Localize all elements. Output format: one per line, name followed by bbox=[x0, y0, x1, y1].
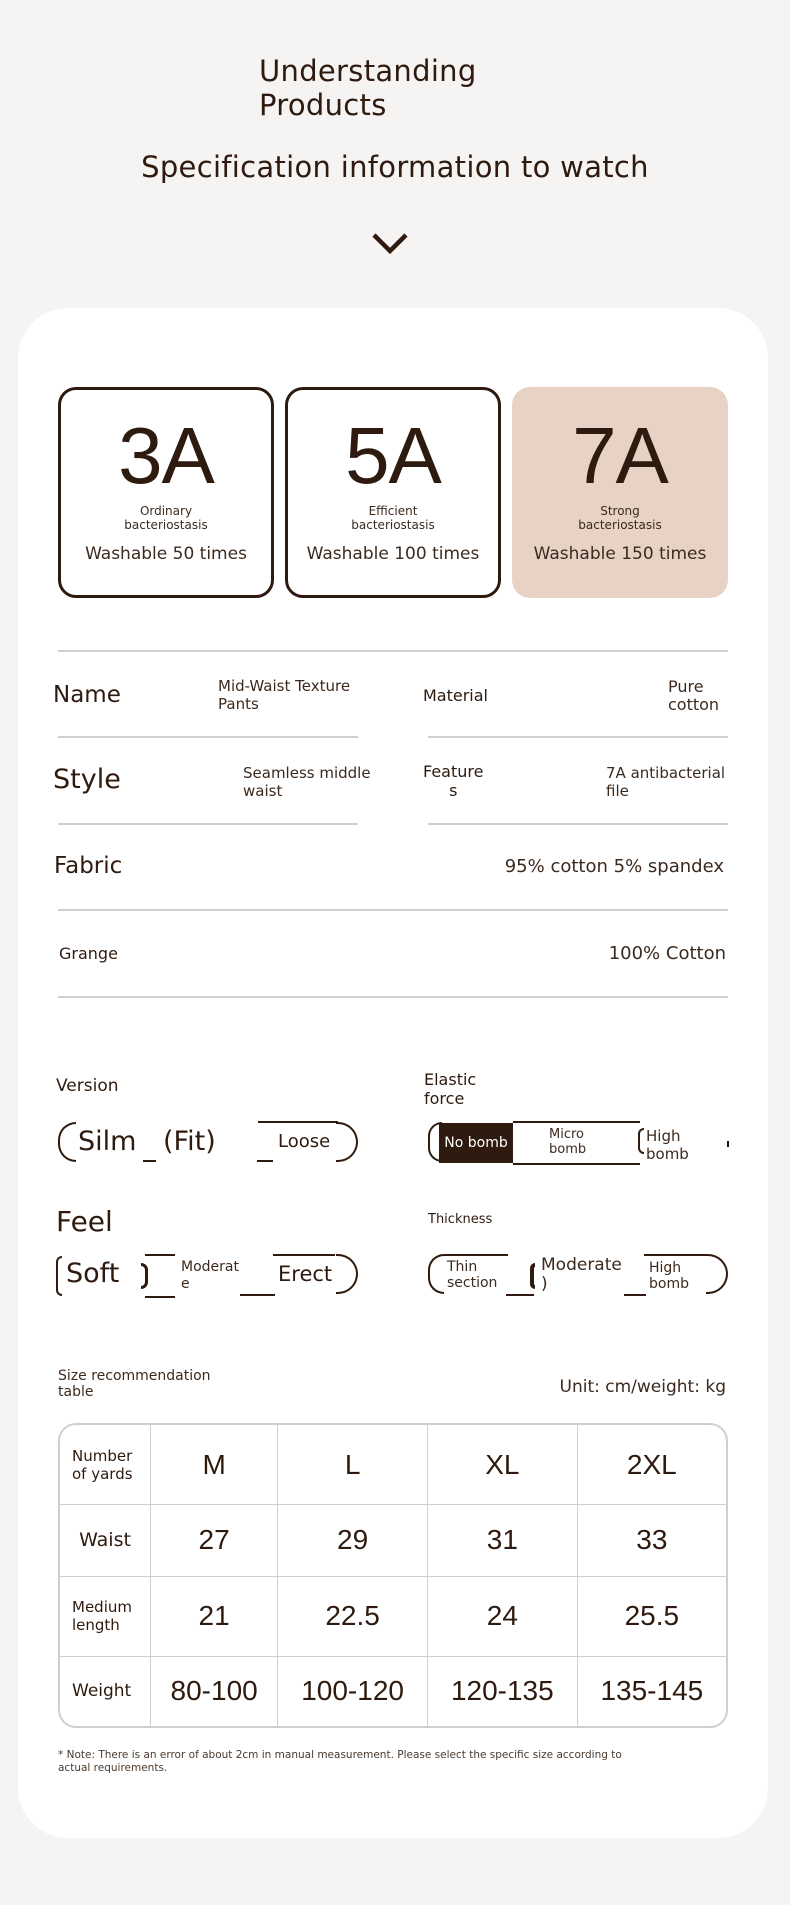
divider bbox=[58, 909, 728, 911]
size-cell: XL bbox=[428, 1425, 578, 1505]
weight-cell: 120-135 bbox=[428, 1657, 578, 1726]
version-label: Version bbox=[56, 1076, 119, 1096]
feel-line bbox=[240, 1254, 275, 1296]
waist-cell: 31 bbox=[428, 1505, 578, 1576]
features-value: 7A antibacterial file bbox=[606, 764, 726, 800]
measurement-note: * Note: There is an error of about 2cm in manual measurement. Please select the specific size according to actual requirements. bbox=[58, 1749, 622, 1774]
page-subtitle: Specification information to watch bbox=[141, 150, 649, 184]
style-value: Seamless middle waist bbox=[243, 764, 371, 800]
divider bbox=[428, 736, 728, 738]
name-value: Mid-Waist Texture Pants bbox=[218, 677, 351, 713]
waist-cell: 27 bbox=[151, 1505, 278, 1576]
thickness-tick bbox=[530, 1263, 535, 1289]
grade-value: 3A bbox=[118, 411, 214, 500]
thickness-option-thin[interactable]: Thin section bbox=[447, 1259, 498, 1291]
size-cell: L bbox=[278, 1425, 428, 1505]
grade-desc: Ordinary bacteriostasis bbox=[124, 504, 208, 532]
material-value: Pure cotton bbox=[668, 677, 720, 714]
divider bbox=[58, 996, 728, 998]
features-label: Feature s bbox=[423, 762, 484, 800]
feel-bracket-left bbox=[56, 1256, 62, 1296]
header-label: Number of yards bbox=[60, 1425, 151, 1505]
grange-label: Grange bbox=[59, 944, 118, 963]
size-cell: 2XL bbox=[578, 1425, 726, 1505]
version-option-slim[interactable]: Silm bbox=[78, 1126, 137, 1157]
divider bbox=[428, 823, 728, 825]
weight-cell: 80-100 bbox=[151, 1657, 278, 1726]
waist-label: Waist bbox=[60, 1505, 151, 1576]
size-table-title: Size recommendation table bbox=[58, 1368, 211, 1400]
grade-wash: Washable 50 times bbox=[85, 544, 247, 564]
length-label: Medium length bbox=[60, 1577, 151, 1657]
grade-wash: Washable 100 times bbox=[306, 544, 480, 564]
name-label: Name bbox=[53, 682, 121, 708]
grade-value: 7A bbox=[572, 411, 668, 500]
feel-option-soft[interactable]: Soft bbox=[66, 1258, 120, 1289]
elastic-label: Elastic force bbox=[424, 1070, 477, 1108]
version-tick bbox=[257, 1122, 273, 1162]
chevron-down-icon bbox=[370, 228, 410, 258]
grade-box-3a bbox=[58, 387, 274, 598]
grade-value: 5A bbox=[345, 411, 441, 500]
size-cell: M bbox=[151, 1425, 278, 1505]
style-label: Style bbox=[53, 764, 121, 795]
version-tick bbox=[143, 1122, 156, 1162]
grade-box-5a bbox=[285, 387, 501, 598]
elastic-tick bbox=[727, 1141, 729, 1147]
feel-line bbox=[273, 1254, 335, 1256]
version-option-fit[interactable]: (Fit) bbox=[163, 1126, 216, 1157]
elastic-option-high-bomb[interactable]: High bomb bbox=[646, 1127, 689, 1163]
size-table-unit: Unit: cm/weight: kg bbox=[559, 1377, 726, 1397]
elastic-tick bbox=[638, 1128, 644, 1154]
grange-value: 100% Cotton bbox=[608, 943, 726, 964]
thickness-line bbox=[444, 1254, 508, 1256]
divider bbox=[58, 823, 358, 825]
length-cell: 22.5 bbox=[278, 1577, 428, 1657]
grade-box-7a bbox=[512, 387, 728, 598]
weight-cell: 135-145 bbox=[600, 1675, 704, 1707]
table-row bbox=[60, 1657, 726, 1726]
feel-label: Feel bbox=[56, 1205, 113, 1238]
version-line bbox=[258, 1121, 338, 1123]
length-cell: 25.5 bbox=[578, 1577, 726, 1657]
page-title-line1: Understanding bbox=[259, 54, 477, 88]
feel-line bbox=[145, 1254, 175, 1298]
thickness-line bbox=[644, 1254, 706, 1256]
fabric-label: Fabric bbox=[54, 853, 123, 879]
thickness-option-moderate[interactable]: Moderate ) bbox=[541, 1255, 622, 1294]
thickness-label: Thickness bbox=[428, 1212, 493, 1227]
waist-cell: 33 bbox=[578, 1505, 726, 1576]
weight-label: Weight bbox=[60, 1657, 151, 1726]
elastic-option-no-bomb[interactable]: No bomb bbox=[439, 1123, 513, 1163]
grade-wash: Washable 150 times bbox=[533, 544, 707, 564]
table-row bbox=[60, 1425, 726, 1505]
divider bbox=[58, 650, 728, 652]
table-row bbox=[60, 1505, 726, 1576]
fabric-value: 95% cotton 5% spandex bbox=[504, 856, 724, 877]
material-label: Material bbox=[423, 686, 488, 705]
page-title bbox=[259, 54, 477, 122]
length-cell: 24 bbox=[428, 1577, 578, 1657]
version-option-loose[interactable]: Loose bbox=[278, 1131, 331, 1152]
waist-cell: 29 bbox=[278, 1505, 428, 1576]
page-title-line2: Products bbox=[259, 88, 387, 122]
length-cell: 21 bbox=[151, 1577, 278, 1657]
elastic-option-micro-bomb[interactable]: Micro bomb bbox=[549, 1127, 587, 1157]
thickness-option-high-bomb[interactable]: High bomb bbox=[649, 1260, 689, 1292]
size-table bbox=[58, 1423, 728, 1728]
feel-option-erect[interactable]: Erect bbox=[278, 1262, 333, 1286]
table-row bbox=[60, 1577, 726, 1657]
thickness-line bbox=[624, 1254, 646, 1296]
weight-cell: 100-120 bbox=[278, 1657, 428, 1726]
feel-option-moderate[interactable]: Moderat e bbox=[181, 1259, 239, 1292]
divider bbox=[58, 736, 358, 738]
grade-desc: Strong bacteriostasis bbox=[578, 504, 662, 532]
grade-desc: Efficient bacteriostasis bbox=[351, 504, 435, 532]
